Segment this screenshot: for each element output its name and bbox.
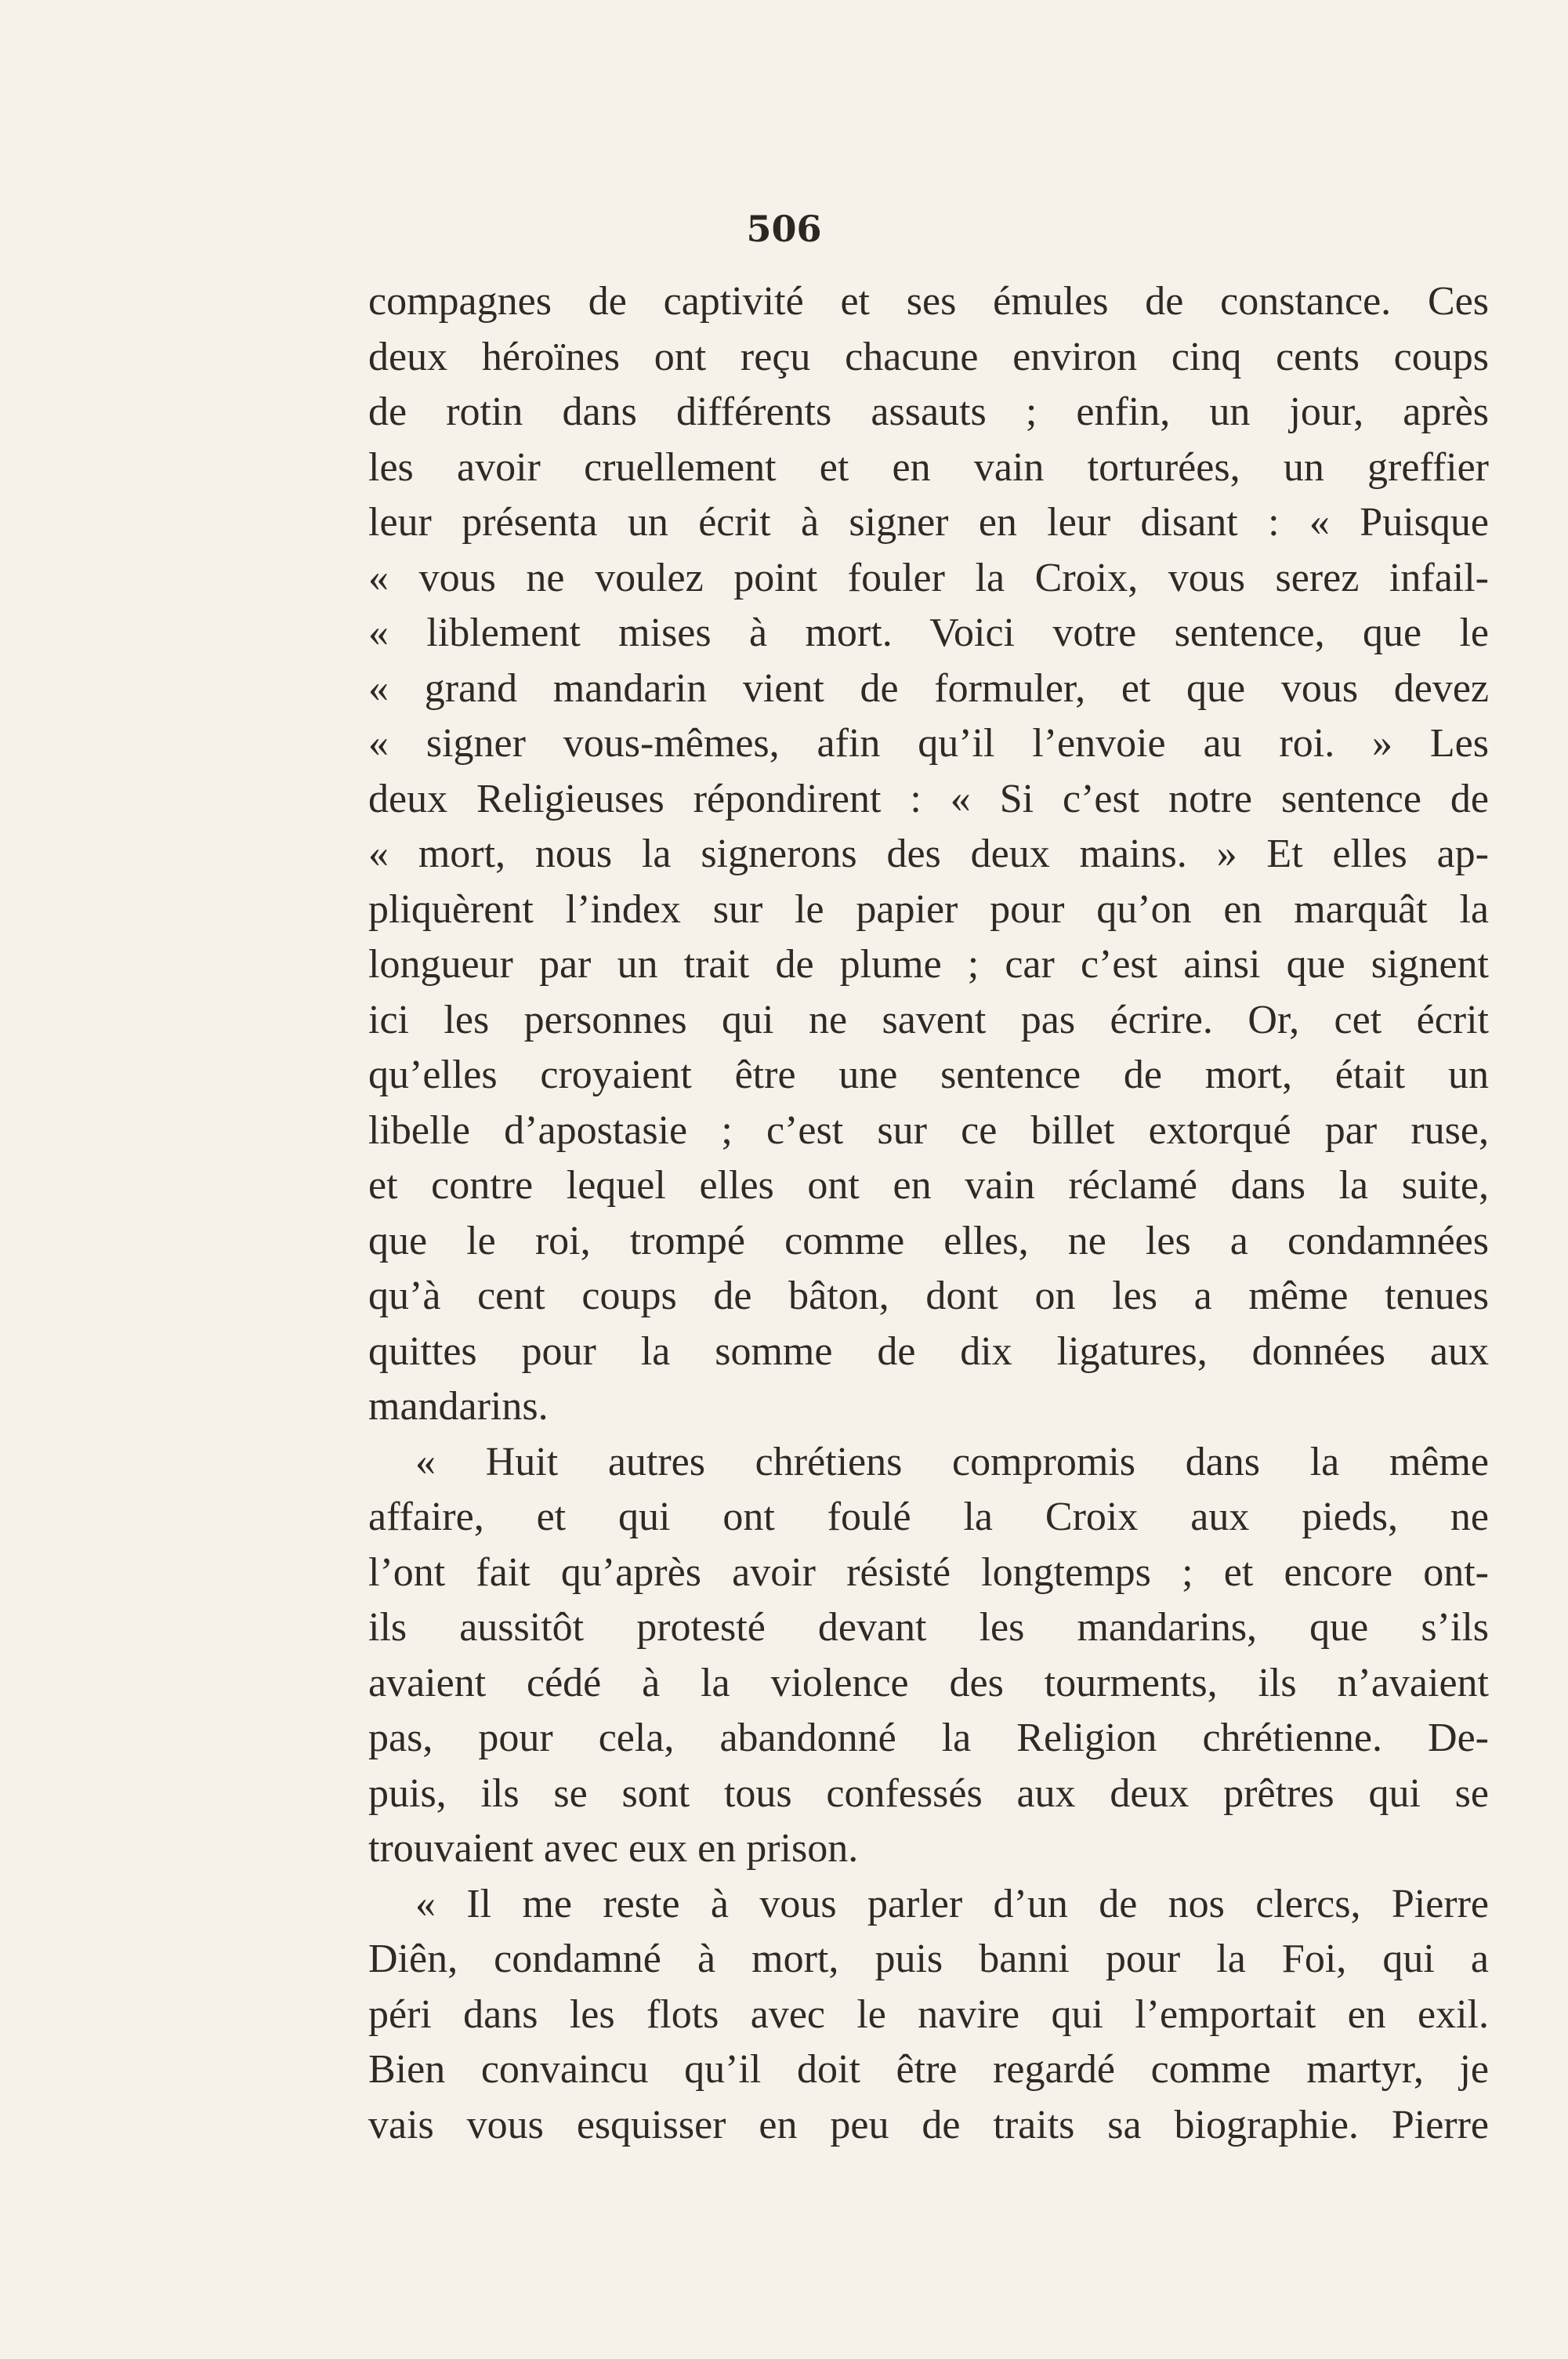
- text-line: deux héroïnes ont reçu chacune environ cinq cents coups: [368, 334, 1489, 379]
- text-line: mandarins.: [368, 1384, 549, 1429]
- text-line: trouvaient avec eux en prison.: [368, 1826, 859, 1871]
- text-line: et contre lequel elles ont en vain réclamé dans la suite,: [368, 1163, 1489, 1208]
- text-line: « grand mandarin vient de formuler, et que vous devez: [368, 665, 1489, 711]
- text-line: libelle d’apostasie ; c’est sur ce billet extorqué par ruse,: [368, 1107, 1489, 1153]
- text-line: Diên, condamné à mort, puis banni pour la Foi, qui a: [368, 1937, 1489, 1981]
- text-line: les avoir cruellement et en vain torturées, un greffier: [368, 444, 1489, 490]
- text-line: compagnes de captivité et ses émules de constance. Ces: [368, 279, 1489, 324]
- text-line: « signer vous-mêmes, afin qu’il l’envoie au roi. » Les: [368, 721, 1489, 766]
- text-line: qu’elles croyaient être une sentence de mort, était un: [368, 1053, 1489, 1097]
- text-line: puis, ils se sont tous confessés aux deux prêtres qui se: [368, 1770, 1489, 1816]
- text-line: que le roi, trompé comme elles, ne les a condamnées: [368, 1218, 1489, 1263]
- text-line: avaient cédé à la violence des tourments, ils n’avaient: [368, 1660, 1489, 1705]
- text-line: ici les personnes qui ne savent pas écrire. Or, cet écrit: [368, 997, 1489, 1042]
- text-line: « vous ne voulez point fouler la Croix, vous serez infail-: [368, 555, 1489, 600]
- text-line: leur présenta un écrit à signer en leur disant : « Puisque: [368, 500, 1489, 545]
- text-line: pas, pour cela, abandonné la Religion chrétienne. De-: [368, 1716, 1489, 1760]
- paragraph-start-line: « Huit autres chrétiens compromis dans la même: [415, 1439, 1489, 1484]
- text-line: ils aussitôt protesté devant les mandarins, que s’ils: [368, 1605, 1489, 1650]
- text-line: péri dans les flots avec le navire qui l’emportait en exil.: [368, 1991, 1489, 2037]
- text-line: longueur par un trait de plume ; car c’est ainsi que signent: [368, 942, 1489, 987]
- page-number: 506: [746, 208, 822, 250]
- text-line: affaire, et qui ont foulé la Croix aux pieds, ne: [368, 1495, 1489, 1539]
- text-line: vais vous esquisser en peu de traits sa biographie. Pierre: [368, 2102, 1489, 2147]
- text-line: « liblement mises à mort. Voici votre sentence, que le: [368, 611, 1489, 655]
- body-text: [368, 274, 1489, 2153]
- text-line: quittes pour la somme de dix ligatures, données aux: [368, 1328, 1489, 1374]
- text-line: de rotin dans différents assauts ; enfin, un jour, après: [368, 390, 1489, 434]
- text-line: Bien convaincu qu’il doit être regardé comme martyr, je: [368, 2047, 1489, 2092]
- text-line: pliquèrent l’index sur le papier pour qu’on en marquât la: [368, 886, 1489, 932]
- text-line: « mort, nous la signerons des deux mains. » Et elles ap-: [368, 832, 1489, 876]
- text-line: deux Religieuses répondirent : « Si c’est notre sentence de: [368, 776, 1489, 821]
- text-line: qu’à cent coups de bâton, dont on les a même tenues: [368, 1274, 1489, 1318]
- text-line: l’ont fait qu’après avoir résisté longtemps ; et encore ont-: [368, 1549, 1489, 1595]
- paragraph-start-line: « Il me reste à vous parler d’un de nos clercs, Pierre: [415, 1881, 1489, 1926]
